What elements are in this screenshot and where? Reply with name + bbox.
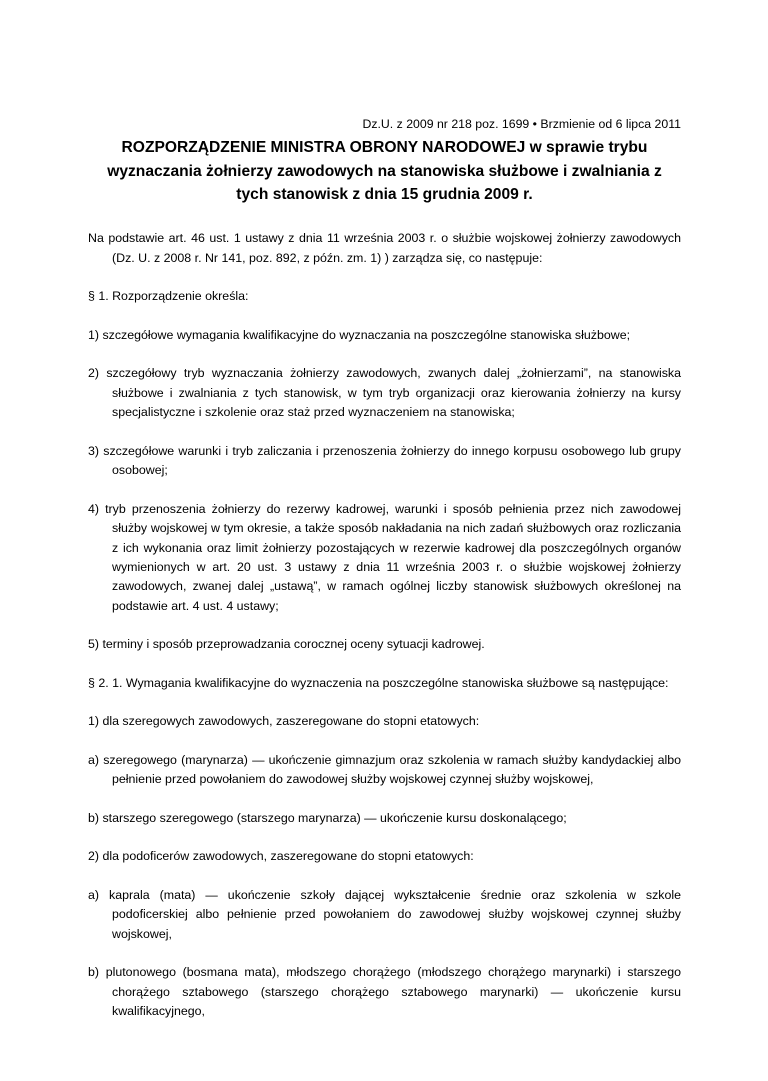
document-body [88,229,681,1021]
section-2-heading: § 2. 1. Wymagania kwalifikacyjne do wyznaczenia na poszczególne stanowiska służbowe są następujące: [88,675,669,690]
list-item: a) kaprala (mata) — ukończenie szkoły dającej wykształcenie średnie oraz szkolenia w szkole podoficerskiej albo pełnienie przed powołaniem do zawodowej służby wojskowej czynnej służby wojskowej, [88,887,681,941]
list-item: b) plutonowego (bosmana mata), młodszego chorążego (młodszego chorążego marynarki) i starszego chorążego sztabowego (starszego chorążego sztabowego marynarki) — ukończenie kursu kwalifikacyjnego, [88,965,681,1019]
list-item: 1) szczegółowe wymagania kwalifikacyjne do wyznaczania na poszczególne stanowiska służbowe; [88,327,631,342]
journal-citation: Dz.U. z 2009 nr 218 poz. 1699 • Brzmienie od 6 lipca 2011 [362,117,681,131]
document-title: ROZPORZĄDZENIE MINISTRA OBRONY NARODOWEJ w sprawie trybu wyznaczania żołnierzy zawodowych na stanowiska służbowe i zwalniania z tych stanowisk z dnia 15 grudnia 2009 r. [107,139,662,203]
paragraph-intro: Na podstawie art. 46 ust. 1 ustawy z dnia 11 września 2003 r. o służbie wojskowej żołnierzy zawodowych (Dz. U. z 2008 r. Nr 141, poz. 892, z późn. zm. 1) ) zarządza się, co następuje: [88,231,681,265]
list-item: a) szeregowego (marynarza) — ukończenie gimnazjum oraz szkolenia w ramach służby kandydackiej albo pełnienie przed powołaniem do zawodowej służby wojskowej czynnej służby wojskowej, [88,752,681,787]
section-1-heading: § 1. Rozporządzenie określa: [88,289,249,304]
list-item: 2) szczegółowy tryb wyznaczania żołnierzy zawodowych, zwanych dalej „żołnierzami”, na stanowiska służbowe i zwalniania z tych stanowisk, w tym tryb organizacji oraz kierowania żołnierzy na kursy specjalistyczne i szkolenie oraz staż przed wyznaczeniem na stanowiska; [88,366,681,420]
list-item: 2) dla podoficerów zawodowych, zaszeregowane do stopni etatowych: [88,849,474,864]
list-item: b) starszego szeregowego (starszego marynarza) — ukończenie kursu doskonalącego; [88,810,567,825]
list-item: 4) tryb przenoszenia żołnierzy do rezerwy kadrowej, warunki i sposób pełnienia przez nich zawodowej służby wojskowej w tym okresie, a także sposób nakładania na nich zadań służbowych oraz rozliczania z ich wykonania oraz limit żołnierzy pozostających w rezerwie kadrowej dla poszczególnych organów wymienionych w art. 20 ust. 3 ustawy z dnia 11 września 2003 r. o służbie wojskowej żołnierzy zawodowych, zwanej dalej „ustawą”, w ramach ogólnej liczby stanowisk służbowych określonej na podstawie art. 4 ust. 4 ustawy; [88,501,681,613]
list-item: 5) terminy i sposób przeprowadzania corocznej oceny sytuacji kadrowej. [88,637,485,652]
list-item: 1) dla szeregowych zawodowych, zaszeregowane do stopni etatowych: [88,714,480,729]
list-item: 3) szczegółowe warunki i tryb zaliczania i przenoszenia żołnierzy do innego korpusu osobowego lub grupy osobowej; [88,443,681,478]
